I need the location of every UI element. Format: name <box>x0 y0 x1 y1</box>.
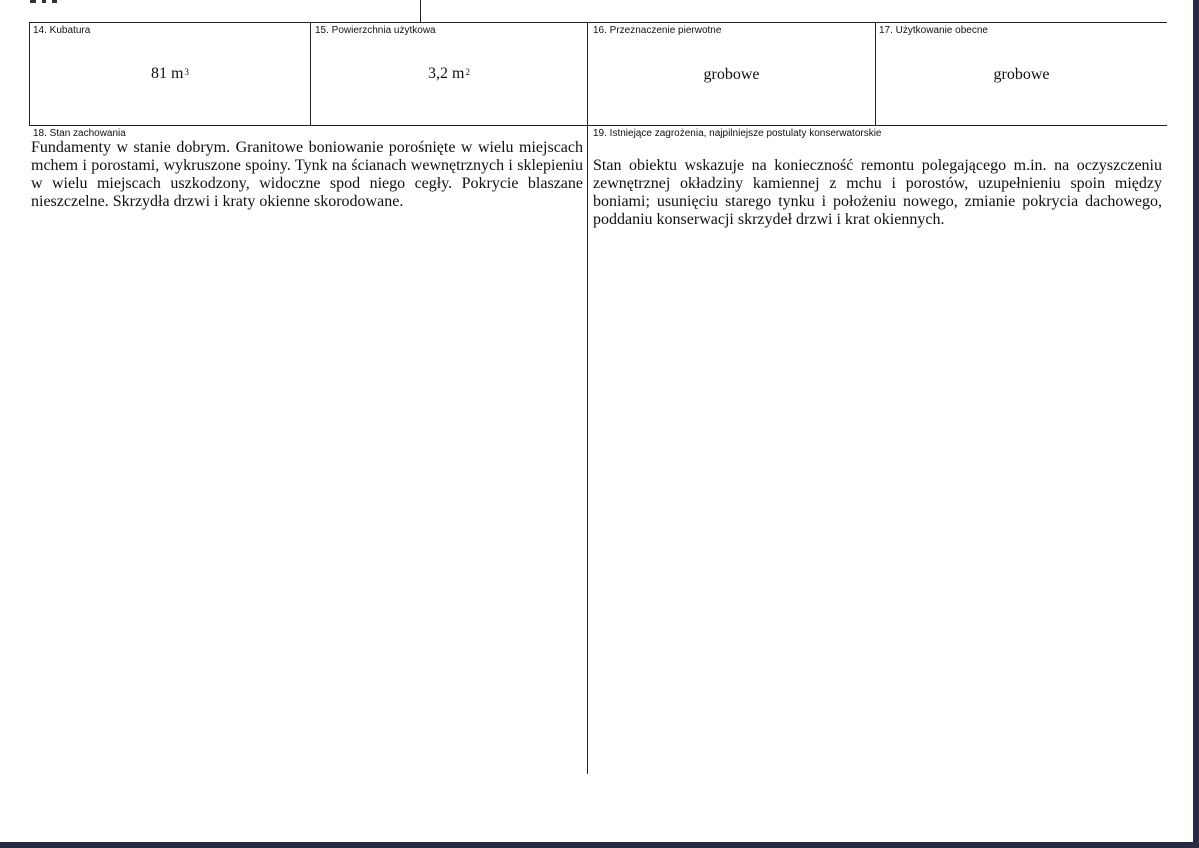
field-label-stan-zachowania: 18. Stan zachowania <box>33 128 126 139</box>
field-value-powierzchnia <box>311 65 587 83</box>
field-label-powierzchnia: 15. Powierzchnia użytkowa <box>315 25 436 36</box>
kubatura-number: 81 m <box>151 65 184 82</box>
powierzchnia-unit-exponent: 2 <box>465 67 470 77</box>
field-label-zagrozenia: 19. Istniejące zagrożenia, najpilniejsze postulaty konserwatorskie <box>593 128 882 139</box>
powierzchnia-number: 3,2 m <box>428 65 465 82</box>
col-divider-16 <box>587 22 588 774</box>
field-value-przeznaczenie-pierwotne: grobowe <box>703 66 760 83</box>
row-bottom-rule <box>29 125 1167 126</box>
row-top-rule <box>29 22 1167 23</box>
field-label-przeznaczenie-pierwotne: 16. Przeznaczenie pierwotne <box>593 25 722 36</box>
field-value-kubatura <box>30 65 310 83</box>
stan-zachowania-text: Fundamenty w stanie dobrym. Granitowe boniowanie porośnięte w wielu miejscach mchem i porostami, wykruszone spoiny. Tynk na ścianach wewnętrznych i sklepieniu w wielu miejscach uszkodzony, widoczne spod niego cegły. Pokrycie blaszane nieszczelne. Skrzydła drzwi i kraty okienne skorodowane. <box>31 139 583 210</box>
field-value-uzytkowanie-obecne: grobowe <box>993 66 1050 83</box>
top-divider-stub <box>420 0 421 23</box>
previous-row-fragment <box>30 0 60 3</box>
field-label-uzytkowanie-obecne: 17. Użytkowanie obecne <box>879 25 988 36</box>
field-label-kubatura: 14. Kubatura <box>33 25 91 36</box>
kubatura-unit-exponent: 3 <box>184 67 189 77</box>
zagrozenia-text: Stan obiektu wskazuje na konieczność remontu polegającego m.in. na oczyszczeniu zewnętrznej okładziny kamiennej z mchu i porostów, uzupełnieniu spoin między boniami; usunięciu starego tynku i położeniu nowego, zmianie pokrycia dachowego, poddaniu konserwacji skrzydeł drzwi i krat okiennych. <box>593 157 1162 228</box>
